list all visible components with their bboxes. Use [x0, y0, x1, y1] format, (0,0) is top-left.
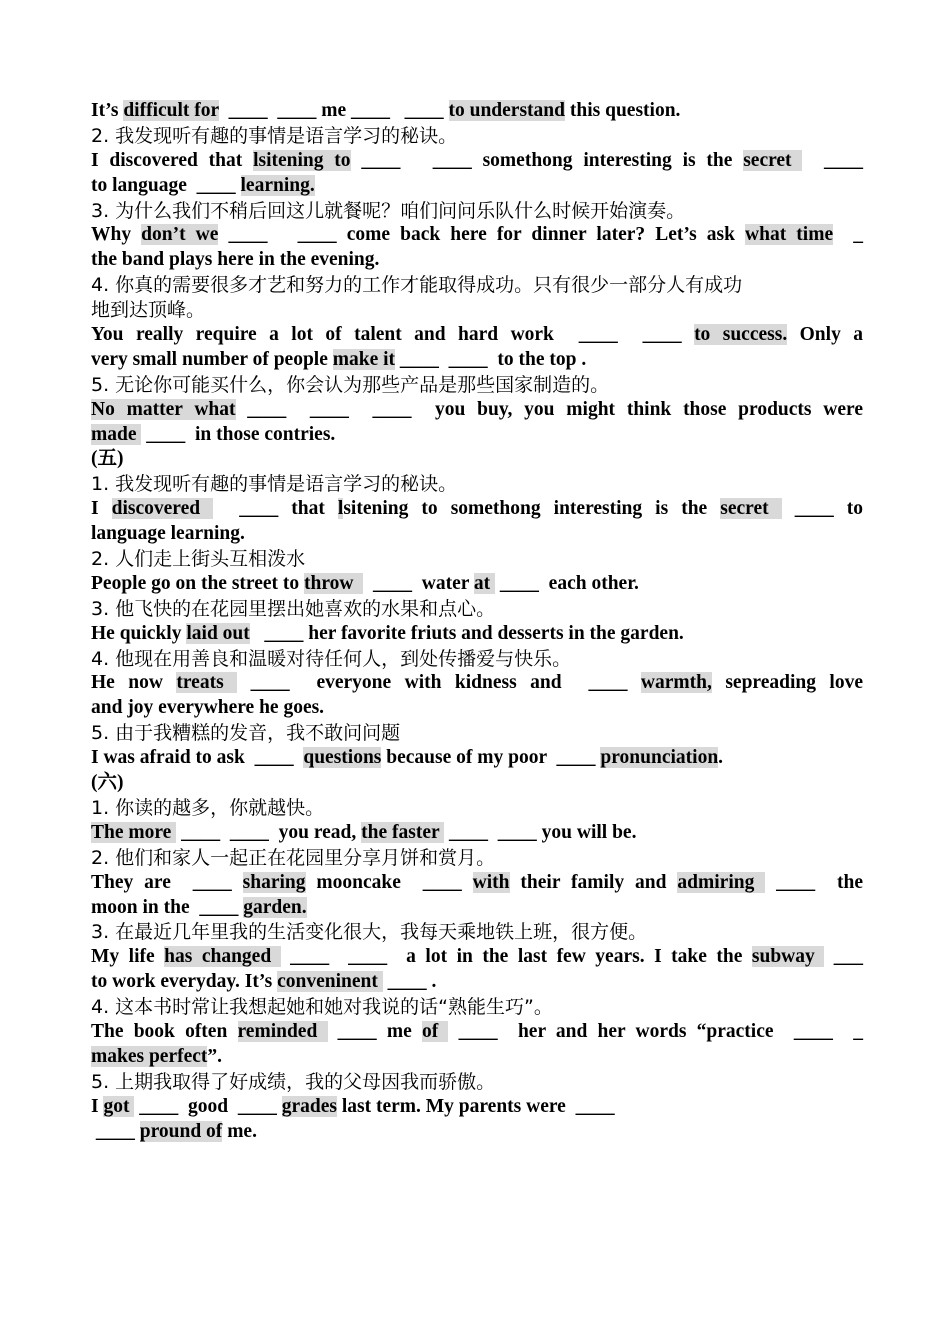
highlighted-answer: got: [103, 1095, 135, 1117]
chinese-prompt-line: [91, 995, 863, 1020]
highlighted-answer: pronunciation: [600, 747, 719, 769]
text-segment: 4. 你真的需要很多才艺和努力的工作才能取得成功。只有很少一部分人有成功: [91, 274, 743, 297]
highlighted-answer: secret: [720, 498, 782, 520]
text-segment: language learning.: [91, 523, 245, 545]
text-segment: They are ____: [91, 871, 243, 893]
english-sentence-line: [91, 970, 863, 995]
text-segment: ____ that: [213, 498, 338, 520]
text-segment: It’s: [91, 100, 124, 121]
english-sentence-line: [91, 447, 863, 472]
text-segment: ____ ____ you read,: [176, 821, 362, 843]
english-sentence-line: [91, 1095, 863, 1120]
highlighted-answer: questions: [303, 747, 382, 769]
chinese-prompt-line: [91, 647, 863, 672]
highlighted-answer: The more: [91, 821, 177, 843]
text-segment: He now: [91, 672, 177, 694]
text-segment: My life: [91, 946, 165, 968]
english-sentence-line: [91, 497, 863, 522]
text-segment: ____ good ____: [134, 1095, 282, 1117]
chinese-prompt-line: [91, 373, 863, 398]
text-segment: .: [718, 747, 724, 769]
text-segment: ____ ____ a lot in the last few years. I take the: [280, 946, 752, 968]
chinese-prompt-line: [91, 199, 863, 224]
text-segment: to language ____: [91, 174, 241, 196]
text-segment: Only a: [787, 324, 863, 346]
english-sentence-line: [91, 1120, 863, 1145]
english-sentence-line: [91, 149, 863, 174]
text-segment: 3. 在最近几年里我的生活变化很大，我每天乘地铁上班，很方便。: [91, 921, 648, 944]
text-segment: ____ water: [363, 572, 474, 594]
text-segment: very small number of people: [91, 348, 333, 370]
highlighted-answer: lsitening to: [253, 149, 351, 171]
chinese-prompt-line: [91, 597, 863, 622]
chinese-prompt-line: [91, 472, 863, 497]
text-segment: ____ in those contries.: [141, 423, 336, 445]
text-segment: 1. 你读的越多，你就越快。: [91, 796, 325, 819]
english-sentence-line: [91, 671, 863, 696]
text-segment: 1. 我发现听有趣的事情是语言学习的秘诀。: [91, 473, 458, 496]
english-sentence-line: [91, 871, 863, 896]
highlighted-answer: difficult for: [123, 100, 219, 121]
english-sentence-line: [91, 622, 863, 647]
highlighted-answer: what time: [745, 224, 834, 246]
text-segment: ____ the: [765, 871, 864, 893]
text-segment: ”.: [207, 1045, 223, 1067]
text-segment: Why: [91, 224, 142, 246]
text-segment: I: [91, 1095, 104, 1117]
english-sentence-line: [91, 398, 863, 423]
text-segment: ____ her and her words “practice ____ _: [448, 1020, 864, 1042]
highlighted-answer: reminded: [237, 1020, 328, 1042]
highlighted-answer: l: [337, 498, 344, 520]
highlighted-answer: has changed: [164, 946, 281, 968]
text-segment: this question.: [565, 100, 681, 121]
english-sentence-line: [91, 323, 863, 348]
chinese-prompt-line: [91, 920, 863, 945]
english-sentence-line: [91, 896, 863, 921]
text-segment: sepreading love: [711, 672, 863, 694]
highlighted-answer: laid out: [186, 622, 250, 644]
text-segment: ____: [91, 1120, 140, 1142]
highlighted-answer: sharing: [242, 871, 306, 893]
english-sentence-line: [91, 696, 863, 721]
text-segment: ____ ____ to the top .: [395, 348, 587, 370]
english-sentence-line: [91, 522, 863, 547]
english-sentence-line: [91, 746, 863, 771]
chinese-prompt-line: [91, 273, 863, 298]
text-segment: and joy everywhere he goes.: [91, 697, 325, 719]
highlighted-answer: treats: [176, 672, 238, 694]
english-sentence-line: [91, 572, 863, 597]
text-segment: 4. 这本书时常让我想起她和她对我说的话“熟能生巧”。: [91, 996, 553, 1019]
text-segment: 4. 他现在用善良和温暖对待任何人，到处传播爱与快乐。: [91, 647, 572, 670]
highlighted-answer: at: [473, 572, 496, 594]
text-segment: 2. 他们和家人一起正在花园里分享月饼和赏月。: [91, 846, 496, 869]
highlighted-answer: warmth,: [640, 672, 712, 694]
text-segment: (六): [91, 772, 124, 794]
highlighted-answer: make it: [332, 348, 396, 370]
english-sentence-line: [91, 248, 863, 273]
text-segment: (五): [91, 448, 124, 470]
english-sentence-line: [91, 99, 863, 124]
text-segment: ___: [824, 946, 863, 968]
chinese-prompt-line: [91, 1070, 863, 1095]
text-segment: 5. 上期我取得了好成绩，我的父母因我而骄傲。: [91, 1070, 496, 1093]
text-segment: ____ ____ me ____ ____: [218, 100, 449, 121]
highlighted-answer: secret: [743, 149, 803, 171]
english-sentence-line: [91, 223, 863, 248]
highlighted-answer: with: [472, 871, 510, 893]
english-sentence-line: [91, 945, 863, 970]
text-segment: 3. 他飞快的在花园里摆出她喜欢的水果和点心。: [91, 597, 496, 620]
text-segment: their family and: [509, 871, 678, 893]
highlighted-answer: don’t we: [141, 224, 219, 246]
english-sentence-line: [91, 1020, 863, 1045]
highlighted-answer: admiring: [677, 871, 766, 893]
text-segment: ____ .: [382, 971, 437, 993]
highlighted-answer: conveninent: [277, 971, 383, 993]
text-segment: ____: [802, 149, 863, 171]
text-segment: ____ everyone with kidness and ____: [237, 672, 641, 694]
text-segment: The book often: [91, 1020, 238, 1042]
english-sentence-line: [91, 771, 863, 796]
text-segment: I was afraid to ask ____: [91, 747, 304, 769]
text-segment: 2. 我发现听有趣的事情是语言学习的秘诀。: [91, 124, 458, 147]
chinese-prompt-line: [91, 846, 863, 871]
english-sentence-line: [91, 174, 863, 199]
chinese-prompt-line: [91, 124, 863, 149]
chinese-prompt-line: [91, 298, 863, 323]
text-segment: You really require a lot of talent and hard work ____ ____: [91, 324, 695, 346]
highlighted-answer: made: [91, 423, 142, 445]
chinese-prompt-line: [91, 721, 863, 746]
text-segment: ____ each other.: [495, 572, 639, 594]
text-segment: People go on the street to: [91, 572, 305, 594]
highlighted-answer: No matter what: [91, 398, 236, 420]
text-segment: ____ ____ you will be.: [444, 821, 637, 843]
text-segment: ____ me: [327, 1020, 422, 1042]
highlighted-answer: subway: [751, 946, 825, 968]
highlighted-answer: garden.: [243, 896, 307, 918]
text-segment: 5. 无论你可能买什么，你会认为那些产品是那些国家制造的。: [91, 373, 610, 396]
english-sentence-line: [91, 1045, 863, 1070]
text-segment: ____ ____ somethong interesting is the: [350, 149, 744, 171]
highlighted-answer: the faster: [361, 821, 445, 843]
worksheet-document: [91, 99, 863, 1144]
text-segment: to work everyday. It’s: [91, 971, 278, 993]
highlighted-answer: of: [421, 1020, 449, 1042]
highlighted-answer: to understand: [448, 100, 565, 121]
highlighted-answer: grades: [281, 1095, 337, 1117]
text-segment: ____ to: [781, 498, 863, 520]
text-segment: ____ ____ come back here for dinner later? Let’s ask: [218, 224, 746, 246]
english-sentence-line: [91, 348, 863, 373]
text-segment: 3. 为什么我们不稍后回这儿就餐呢？咱们问问乐队什么时候开始演奏。: [91, 199, 686, 222]
highlighted-answer: pround of: [139, 1120, 223, 1142]
text-segment: _: [833, 224, 863, 246]
text-segment: moon in the ____: [91, 896, 244, 918]
text-segment: the band plays here in the evening.: [91, 249, 380, 271]
text-segment: me.: [222, 1120, 257, 1142]
english-sentence-line: [91, 821, 863, 846]
text-segment: 5. 由于我糟糕的发音，我不敢问问题: [91, 722, 401, 745]
highlighted-answer: throw: [304, 572, 364, 594]
text-segment: because of my poor ____: [381, 747, 601, 769]
text-segment: sitening to somethong interesting is the: [343, 498, 721, 520]
text-segment: He quickly: [91, 622, 187, 644]
text-segment: 地到达顶峰。: [91, 299, 206, 322]
highlighted-answer: learning.: [240, 174, 315, 196]
text-segment: last term. My parents were ____: [336, 1095, 615, 1117]
chinese-prompt-line: [91, 796, 863, 821]
highlighted-answer: discovered: [111, 498, 214, 520]
text-segment: I discovered that: [91, 149, 254, 171]
highlighted-answer: to success.: [694, 324, 788, 346]
highlighted-answer: makes perfect: [91, 1045, 208, 1067]
text-segment: I: [91, 498, 112, 520]
chinese-prompt-line: [91, 547, 863, 572]
english-sentence-line: [91, 423, 863, 448]
text-segment: ____ her favorite friuts and desserts in the garden.: [249, 622, 684, 644]
text-segment: mooncake ____: [305, 871, 473, 893]
text-segment: 2. 人们走上街头互相泼水: [91, 548, 306, 571]
text-segment: ____ ____ ____ you buy, you might think those products were: [235, 398, 863, 420]
